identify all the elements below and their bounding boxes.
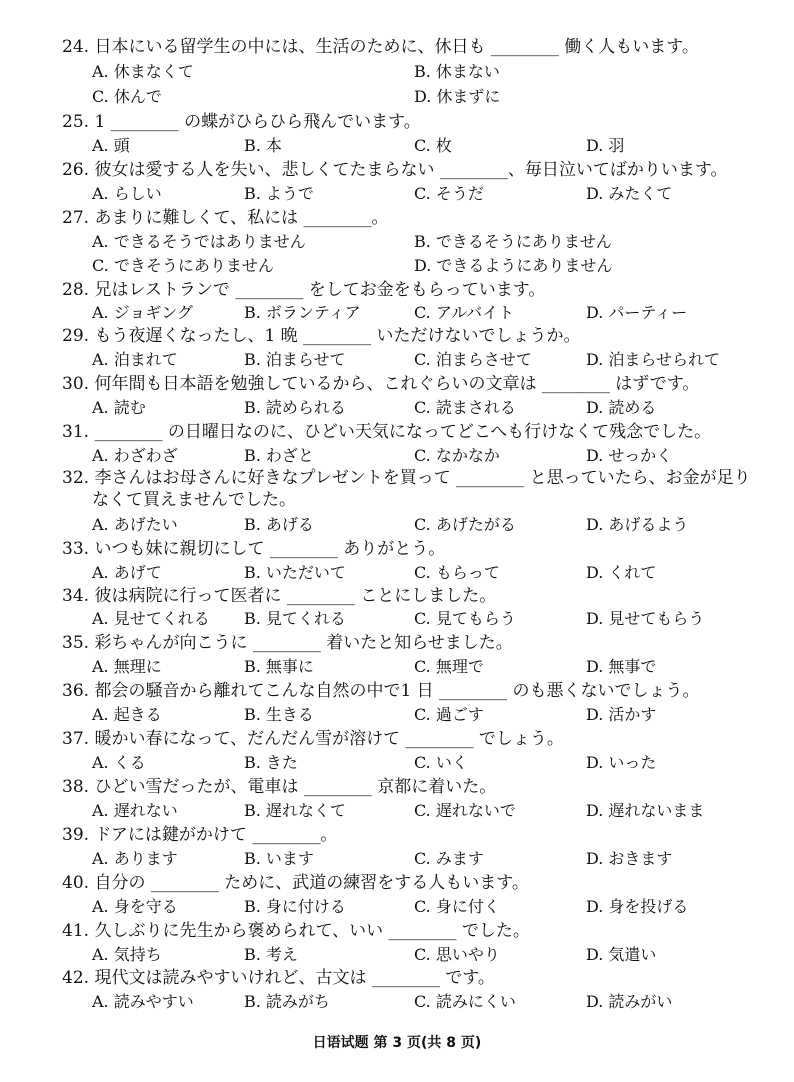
option-36-a: A. 起きる — [92, 705, 162, 724]
options-31 — [92, 445, 772, 467]
option-29-a: A. 泊まれて — [92, 350, 178, 369]
options-26 — [92, 183, 772, 205]
option-27-b: B. できるそうにありません — [414, 232, 612, 251]
option-28-c: C. アルバイト — [414, 303, 515, 322]
option-37-d: D. いった — [586, 753, 657, 772]
options-42 — [92, 991, 772, 1013]
option-29-b: B. 泊まらせて — [244, 350, 346, 369]
option-39-d: D. おきます — [586, 849, 673, 868]
option-42-b: B. 読みがち — [244, 992, 330, 1011]
option-30-c: C. 読まされる — [414, 398, 516, 417]
option-40-d: D. 身を投げる — [586, 897, 689, 916]
question-41: 41. 久しぶりに先生から褒められて、いい ________ でした。 — [62, 921, 530, 941]
option-37-c: C. いく — [414, 753, 468, 772]
question-32: 32. 李さんはお母さんに好きなプレゼントを買って ________ と思っていたら、お金が足りなくて買えませんでした。 — [62, 468, 751, 510]
options-39 — [92, 848, 772, 870]
options-40 — [92, 896, 772, 918]
question-38: 38. ひどい雪だったが、電車は ________ 京都に着いた。 — [62, 777, 497, 797]
option-35-d: D. 無事で — [586, 657, 657, 676]
options-27 — [92, 231, 772, 253]
option-42-a: A. 読みやすい — [92, 992, 194, 1011]
option-32-a: A. あげたい — [92, 515, 178, 534]
option-28-d: D. パーティー — [586, 303, 688, 322]
options-37 — [92, 752, 772, 774]
option-29-d: D. 泊まらせられて — [586, 350, 720, 369]
option-40-b: B. 身に付ける — [244, 897, 346, 916]
option-24-d: D. 休まずに — [414, 87, 501, 106]
option-40-a: A. 身を守る — [92, 897, 178, 916]
question-24: 24. 日本にいる留学生の中には、生活のために、休日も ________ 働く人もいます。 — [62, 37, 699, 57]
option-32-c: C. あげたがる — [414, 515, 516, 534]
option-30-b: B. 読められる — [244, 398, 346, 417]
option-34-a: A. 見せてくれる — [92, 609, 210, 628]
option-34-d: D. 見せてもらう — [586, 609, 705, 628]
option-30-a: A. 読む — [92, 398, 146, 417]
question-31: 31. ________ の日曜日なのに、ひどい天気になってどこへも行けなくて残念でした。 — [62, 422, 712, 442]
option-34-c: C. 見てもらう — [414, 609, 516, 628]
question-33: 33. いつも妹に親切にして ________ ありがとう。 — [62, 539, 446, 559]
question-28: 28. 兄はレストランで ________ をしてお金をもらっています。 — [62, 280, 546, 300]
option-24-a: A. 休まなくて — [92, 62, 194, 81]
option-30-d: D. 読める — [586, 398, 657, 417]
option-42-d: D. 読みがい — [586, 992, 673, 1011]
option-26-d: D. みたくて — [586, 184, 673, 203]
option-27-c: C. できそうにありません — [92, 256, 274, 275]
options-34 — [92, 608, 772, 630]
option-42-c: C. 読みにくい — [414, 992, 516, 1011]
option-26-c: C. そうだ — [414, 184, 484, 203]
options-36 — [92, 704, 772, 726]
option-25-c: C. 枚 — [414, 136, 452, 155]
question-25: 25. 1 ________ の蝶がひらひら飛んでいます。 — [62, 112, 421, 132]
question-40: 40. 自分の ________ ために、武道の練習をする人もいます。 — [62, 873, 529, 893]
page-footer: 日语试题 第 3 页(共 8 页) — [312, 1035, 482, 1051]
option-28-b: B. ボランティア — [244, 303, 361, 322]
option-31-c: C. なかなか — [414, 446, 500, 465]
question-34: 34. 彼は病院に行って医者に ________ ことにしました。 — [62, 586, 497, 606]
option-37-b: B. きた — [244, 753, 298, 772]
question-26: 26. 彼女は愛する人を失い、悲しくてたまらない ________、毎日泣いてばかりいます。 — [62, 160, 728, 180]
option-40-c: C. 身に付く — [414, 897, 500, 916]
options-28 — [92, 302, 772, 324]
option-25-d: D. 羽 — [586, 136, 625, 155]
options-24-row2 — [92, 86, 772, 108]
question-30: 30. 何年間も日本語を勉強しているから、これぐらいの文章は ________ はずです。 — [62, 374, 700, 394]
options-25 — [92, 135, 772, 157]
option-35-b: B. 無事に — [244, 657, 314, 676]
option-35-c: C. 無理で — [414, 657, 484, 676]
option-34-b: B. 見てくれる — [244, 609, 346, 628]
option-36-d: D. 活かす — [586, 705, 657, 724]
option-33-b: B. いただいて — [244, 563, 346, 582]
question-42: 42. 現代文は読みやすいけれど、古文は ________ です。 — [62, 968, 495, 988]
option-39-c: C. みます — [414, 849, 484, 868]
option-25-a: A. 頭 — [92, 136, 130, 155]
options-30 — [92, 397, 772, 419]
option-39-a: A. あります — [92, 849, 178, 868]
option-33-c: C. もらって — [414, 563, 500, 582]
option-24-b: B. 休まない — [414, 62, 500, 81]
option-36-b: B. 生きる — [244, 705, 314, 724]
option-29-c: C. 泊まらさせて — [414, 350, 532, 369]
question-29: 29. もう夜遅くなったし、1 晩 ________ いただけないでしょうか。 — [62, 326, 581, 346]
option-31-b: B. わざと — [244, 446, 314, 465]
options-24 — [92, 61, 772, 83]
option-38-a: A. 遅れない — [92, 801, 178, 820]
option-37-a: A. くる — [92, 753, 146, 772]
options-27-row2 — [92, 255, 772, 277]
option-35-a: A. 無理に — [92, 657, 162, 676]
option-26-b: B. ようで — [244, 184, 314, 203]
option-38-d: D. 遅れないまま — [586, 801, 705, 820]
option-41-a: A. 気持ち — [92, 945, 162, 964]
option-25-b: B. 本 — [244, 136, 282, 155]
option-24-c: C. 休んで — [92, 87, 162, 106]
question-39: 39. ドアには鍵がかけて ________。 — [62, 825, 338, 845]
option-36-c: C. 過ごす — [414, 705, 484, 724]
option-41-d: D. 気遣い — [586, 945, 657, 964]
options-33 — [92, 562, 772, 584]
question-35: 35. 彩ちゃんが向こうに ________ 着いたと知らせました。 — [62, 633, 513, 653]
option-41-b: B. 考え — [244, 945, 298, 964]
option-32-b: B. あげる — [244, 515, 314, 534]
option-31-a: A. わざわざ — [92, 446, 178, 465]
option-38-c: C. 遅れないで — [414, 801, 516, 820]
option-41-c: C. 思いやり — [414, 945, 500, 964]
option-28-a: A. ジョギング — [92, 303, 193, 322]
option-27-a: A. できるそうではありません — [92, 232, 306, 251]
option-32-d: D. あげるよう — [586, 515, 689, 534]
options-35 — [92, 656, 772, 678]
option-26-a: A. らしい — [92, 184, 162, 203]
option-39-b: B. います — [244, 849, 314, 868]
option-33-d: D. くれて — [586, 563, 657, 582]
question-27: 27. あまりに難しくて、私には ________。 — [62, 208, 389, 228]
options-32 — [92, 514, 772, 536]
option-31-d: D. せっかく — [586, 446, 673, 465]
question-37: 37. 暖かい春になって、だんだん雪が溶けて ________ でしょう。 — [62, 729, 564, 749]
options-41 — [92, 944, 772, 966]
question-36: 36. 都会の騒音から離れてこんな自然の中で1 日 ________ のも悪くないでしょう。 — [62, 681, 700, 701]
option-27-d: D. できるようにありません — [414, 256, 613, 275]
options-29 — [92, 349, 772, 371]
option-38-b: B. 遅れなくて — [244, 801, 346, 820]
option-33-a: A. あげて — [92, 563, 162, 582]
options-38 — [92, 800, 772, 822]
